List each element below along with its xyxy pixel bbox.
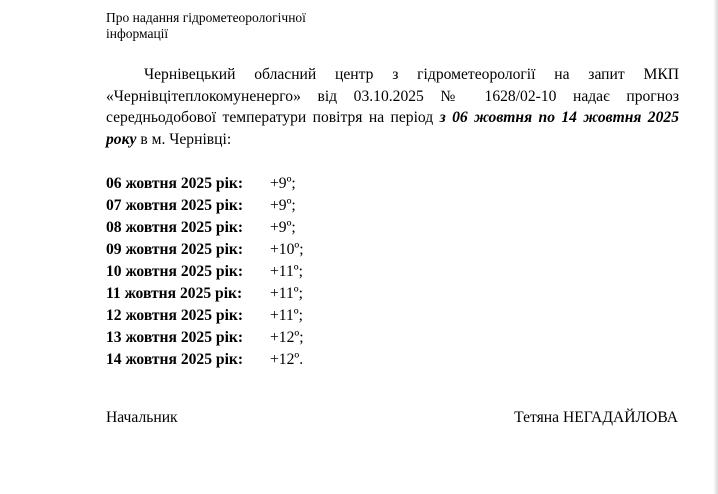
forecast-temperature: +9º; (270, 197, 296, 214)
forecast-date: 08 жовтня 2025 рік: (106, 219, 244, 236)
forecast-row (106, 283, 304, 305)
forecast-date: 12 жовтня 2025 рік: (106, 307, 244, 324)
forecast-date: 13 жовтня 2025 рік: (106, 329, 244, 346)
body-paragraph (106, 64, 679, 150)
forecast-temperature: +11º; (270, 307, 303, 324)
forecast-row (106, 305, 304, 327)
forecast-date: 10 жовтня 2025 рік: (106, 263, 244, 280)
forecast-temperature: +10º; (270, 241, 304, 258)
forecast-temperature: +11º; (270, 263, 303, 280)
forecast-row (106, 217, 304, 239)
forecast-period: з 06 жовтня по 14 жовтня 2025 року (106, 109, 679, 148)
forecast-list (106, 173, 304, 371)
subject-heading (106, 10, 366, 42)
forecast-date: 06 жовтня 2025 рік: (106, 175, 244, 192)
forecast-row (106, 173, 304, 195)
forecast-date: 11 жовтня 2025 рік: (106, 285, 243, 302)
signatory-position: Начальник (106, 409, 178, 426)
forecast-row (106, 261, 304, 283)
subject-line-1: Про надання гідрометеорологічної (106, 10, 306, 25)
signatory-name: Тетяна НЕГАДАЙЛОВА (514, 409, 678, 426)
forecast-temperature: +12º; (270, 329, 304, 346)
forecast-row (106, 349, 304, 371)
forecast-date: 07 жовтня 2025 рік: (106, 197, 244, 214)
page-edge-shadow (713, 0, 718, 494)
forecast-row (106, 327, 304, 349)
body-text-after: в м. Чернівці: (136, 130, 232, 148)
forecast-date: 14 жовтня 2025 рік: (106, 351, 244, 368)
forecast-date: 09 жовтня 2025 рік: (106, 241, 244, 258)
forecast-temperature: +9º; (270, 219, 296, 236)
forecast-row (106, 195, 304, 217)
subject-line-2: інформації (106, 26, 169, 41)
forecast-temperature: +9º; (270, 175, 296, 192)
forecast-temperature: +12º. (270, 351, 304, 368)
forecast-row (106, 239, 304, 261)
forecast-temperature: +11º; (270, 285, 303, 302)
body-text-before: Чернівецький обласний центр з гідрометеорології на запит МКП «Чернівцітеплокомуненерго» від 03.10.2025 № 1628/02-10 надає прогноз середньодобової температури повітря на період (106, 66, 679, 126)
